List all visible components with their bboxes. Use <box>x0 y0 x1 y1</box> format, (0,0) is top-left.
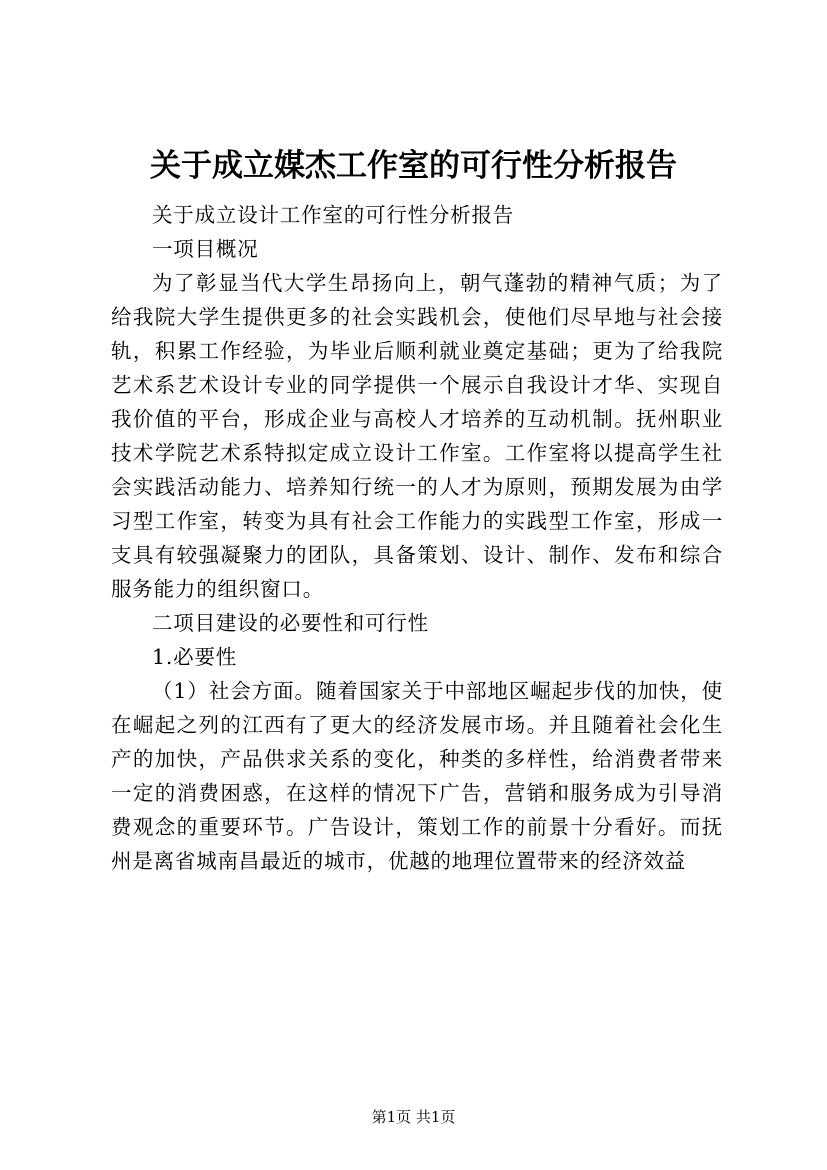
section-heading-necessity-feasibility: 二项目建设的必要性和可行性 <box>152 611 429 635</box>
document-body <box>111 198 723 878</box>
subsection-heading-necessity: 1.必要性 <box>152 645 238 669</box>
overview-paragraph: 为了彰显当代大学生昂扬向上，朝气蓬勃的精神气质；为了给我院大学生提供更多的社会实践机会，使他们尽早地与社会接轨，积累工作经验，为毕业后顺利就业奠定基础；更为了给我院艺术系艺术设计专业的同学提供一个展示自我设计才华、实现自我价值的平台，形成企业与高校人才培养的互动机制。抚州职业技术学院艺术系特拟定成立设计工作室。工作室将以提高学生社会实践活动能力、培养知行统一的人才为原则，预期发展为由学习型工作室，转变为具有社会工作能力的实践型工作室，形成一支具有较强凝聚力的团队，具备策划、设计、制作、发布和综合服务能力的组织窗口。 <box>111 271 723 601</box>
page-number-footer: 第1页 共1页 <box>371 1108 456 1126</box>
subtitle-paragraph: 关于成立设计工作室的可行性分析报告 <box>152 203 515 227</box>
document-title: 关于成立媒杰工作室的可行性分析报告 <box>150 148 677 184</box>
social-aspect-paragraph: （1）社会方面。随着国家关于中部地区崛起步伐的加快，使在崛起之列的江西有了更大的经济发展市场。并且随着社会化生产的加快，产品供求关系的变化，种类的多样性，给消费者带来一定的消费困惑，在这样的情况下广告，营销和服务成为引导消费观念的重要环节。广告设计，策划工作的前景十分看好。而抚州是离省城南昌最近的城市，优越的地理位置带来的经济效益 <box>111 679 723 873</box>
section-heading-overview: 一项目概况 <box>152 237 259 261</box>
